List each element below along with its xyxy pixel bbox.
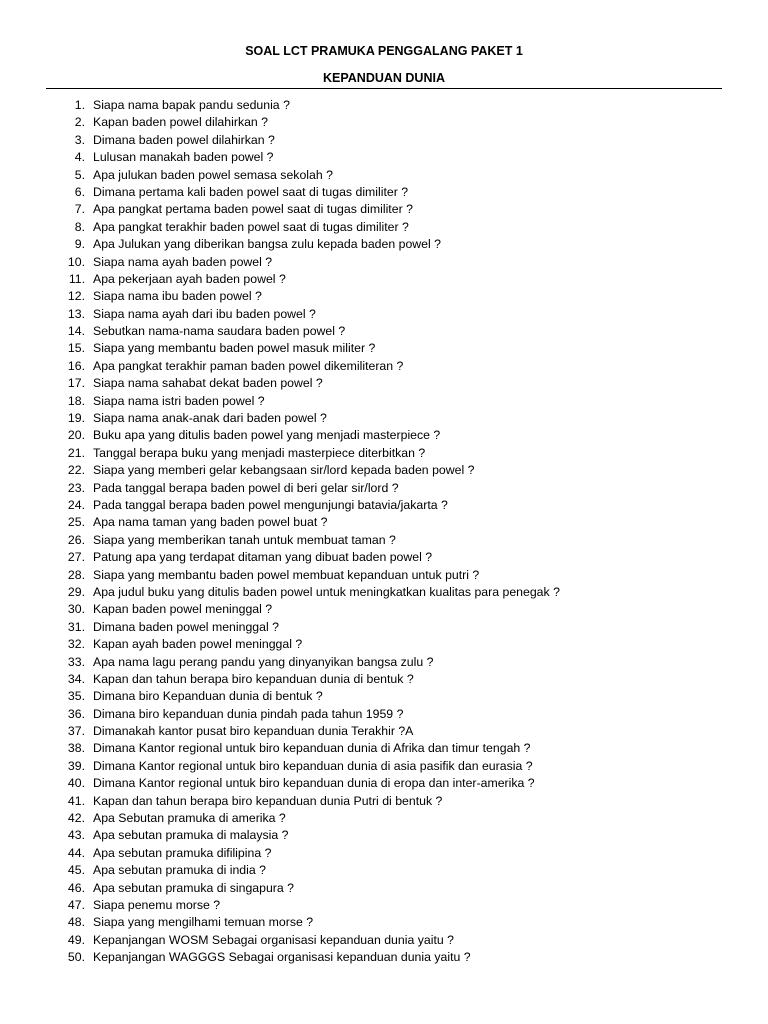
question-text: Apa nama lagu perang pandu yang dinyanyikan bangsa zulu ? (93, 654, 434, 669)
question-text: Apa sebutan pramuka di india ? (93, 863, 266, 878)
question-number: 25. (67, 515, 85, 530)
question-item (0, 532, 768, 549)
question-text: Kapan dan tahun berapa biro kepanduan dunia di bentuk ? (93, 671, 414, 686)
question-number: 23. (67, 480, 85, 495)
question-item (0, 219, 768, 236)
question-number: 33. (67, 654, 85, 669)
question-item (0, 949, 768, 966)
question-text: Dimana biro Kepanduan dunia di bentuk ? (93, 689, 323, 704)
question-item (0, 932, 768, 949)
question-text: Apa sebutan pramuka di malaysia ? (93, 828, 289, 843)
question-number: 50. (67, 950, 85, 965)
question-number: 6. (74, 184, 85, 199)
question-text: Apa pangkat terakhir paman baden powel dikemiliteran ? (93, 358, 404, 373)
question-item (0, 358, 768, 375)
document-subtitle: KEPANDUAN DUNIA (323, 71, 445, 85)
question-text: Apa Julukan yang diberikan bangsa zulu kepada baden powel ? (93, 237, 441, 252)
question-item (0, 862, 768, 879)
question-text: Siapa nama ibu baden powel ? (93, 289, 262, 304)
question-item (0, 236, 768, 253)
question-text: Dimana baden powel meninggal ? (93, 619, 279, 634)
title-divider (46, 88, 722, 89)
question-text: Siapa nama istri baden powel ? (93, 393, 265, 408)
question-text: Apa pangkat pertama baden powel saat di tugas dimiliter ? (93, 202, 413, 217)
question-number: 28. (67, 567, 85, 582)
question-text: Siapa nama bapak pandu sedunia ? (93, 98, 290, 112)
question-text: Kapan baden powel meninggal ? (93, 602, 273, 617)
question-text: Patung apa yang terdapat ditaman yang dibuat baden powel ? (93, 550, 433, 565)
question-item (0, 619, 768, 636)
question-text: Dimana pertama kali baden powel saat di tugas dimiliter ? (93, 184, 409, 199)
question-text: Buku apa yang ditulis baden powel yang menjadi masterpiece ? (93, 428, 441, 443)
question-text: Siapa nama ayah baden powel ? (93, 254, 273, 269)
question-number: 47. (67, 897, 85, 912)
question-text: Siapa yang mengilhami temuan morse ? (93, 915, 314, 930)
question-item (0, 497, 768, 514)
question-item (0, 584, 768, 601)
question-text: Siapa nama sahabat dekat baden powel ? (93, 376, 323, 391)
question-number: 12. (67, 289, 85, 304)
question-number: 43. (67, 828, 85, 843)
question-item (0, 636, 768, 653)
question-item (0, 897, 768, 914)
question-item (0, 427, 768, 444)
question-item (0, 514, 768, 531)
question-number: 3. (74, 132, 85, 147)
question-number: 40. (67, 776, 85, 791)
question-text: Siapa yang membantu baden powel membuat kepanduan untuk putri ? (93, 567, 480, 582)
question-item (0, 793, 768, 810)
question-number: 19. (67, 411, 85, 426)
question-item (0, 723, 768, 740)
question-text: Pada tanggal berapa baden powel mengunjungi batavia/jakarta ? (93, 497, 448, 512)
question-number: 34. (67, 671, 85, 686)
question-number: 7. (74, 202, 85, 217)
question-item (0, 567, 768, 584)
question-item (0, 688, 768, 705)
question-item (0, 462, 768, 479)
question-text: Apa judul buku yang ditulis baden powel untuk meningkatkan kualitas para penegak ? (93, 584, 560, 599)
question-item (0, 184, 768, 201)
question-number: 37. (67, 724, 85, 739)
question-text: Siapa yang memberi gelar kebangsaan sir/lord kepada baden powel ? (93, 463, 475, 478)
question-number: 10. (67, 254, 85, 269)
question-text: Pada tanggal berapa baden powel di beri gelar sir/lord ? (93, 480, 399, 495)
question-number: 20. (67, 428, 85, 443)
question-text: Siapa yang membantu baden powel masuk militer ? (93, 341, 376, 356)
question-item (0, 375, 768, 392)
question-item (0, 340, 768, 357)
question-number: 29. (67, 584, 85, 599)
question-item (0, 758, 768, 775)
question-text: Kapan baden powel dilahirkan ? (93, 115, 269, 130)
question-item (0, 827, 768, 844)
question-item (0, 549, 768, 566)
question-number: 8. (74, 219, 85, 234)
document-title: SOAL LCT PRAMUKA PENGGALANG PAKET 1 (245, 44, 523, 58)
question-item (0, 810, 768, 827)
question-text: Dimana biro kepanduan dunia pindah pada tahun 1959 ? (93, 706, 404, 721)
question-item (0, 97, 768, 114)
question-number: 49. (67, 932, 85, 947)
question-number: 17. (67, 376, 85, 391)
question-text: Apa pangkat terakhir baden powel saat di tugas dimiliter ? (93, 219, 409, 234)
question-item (0, 740, 768, 757)
question-number: 16. (67, 358, 85, 373)
question-text: Dimana Kantor regional untuk biro kepanduan dunia di eropa dan inter-amerika ? (93, 776, 535, 791)
question-text: Dimana Kantor regional untuk biro kepanduan dunia di Afrika dan timur tengah ? (93, 741, 531, 756)
question-text: Apa julukan baden powel semasa sekolah ? (93, 167, 333, 182)
question-text: Lulusan manakah baden powel ? (93, 150, 274, 165)
question-number: 22. (67, 463, 85, 478)
question-text: Kapan dan tahun berapa biro kepanduan dunia Putri di bentuk ? (93, 793, 443, 808)
question-number: 21. (67, 445, 85, 460)
question-text: Dimana baden powel dilahirkan ? (93, 132, 275, 147)
question-number: 42. (67, 811, 85, 826)
question-item (0, 445, 768, 462)
question-item (0, 149, 768, 166)
question-number: 14. (67, 324, 85, 339)
question-text: Apa sebutan pramuka difilipina ? (93, 845, 272, 860)
question-item (0, 393, 768, 410)
question-text: Kepanjangan WOSM Sebagai organisasi kepanduan dunia yaitu ? (93, 932, 454, 947)
question-number: 4. (74, 150, 85, 165)
question-text: Apa Sebutan pramuka di amerika ? (93, 811, 286, 826)
question-item (0, 480, 768, 497)
question-item (0, 775, 768, 792)
question-number: 44. (67, 845, 85, 860)
question-number: 41. (67, 793, 85, 808)
question-item (0, 167, 768, 184)
question-number: 2. (74, 115, 85, 130)
question-text: Apa pekerjaan ayah baden powel ? (93, 271, 286, 286)
question-item (0, 271, 768, 288)
question-text: Dimana Kantor regional untuk biro kepanduan dunia di asia pasifik dan eurasia ? (93, 758, 533, 773)
question-number: 13. (67, 306, 85, 321)
question-number: 45. (67, 863, 85, 878)
question-number: 31. (67, 619, 85, 634)
question-number: 32. (67, 637, 85, 652)
question-number: 27. (67, 550, 85, 565)
question-item (0, 654, 768, 671)
question-item (0, 880, 768, 897)
question-number: 35. (67, 689, 85, 704)
question-number: 38. (67, 741, 85, 756)
question-number: 24. (67, 497, 85, 512)
question-number: 9. (74, 237, 85, 252)
question-text: Siapa penemu morse ? (93, 897, 221, 912)
question-text: Apa nama taman yang baden powel buat ? (93, 515, 328, 530)
question-number: 18. (67, 393, 85, 408)
question-number: 1. (74, 98, 85, 112)
question-number: 30. (67, 602, 85, 617)
question-number: 36. (67, 706, 85, 721)
question-number: 39. (67, 758, 85, 773)
question-text: Kepanjangan WAGGGS Sebagai organisasi kepanduan dunia yaitu ? (93, 950, 471, 965)
question-item (0, 306, 768, 323)
question-text: Siapa yang memberikan tanah untuk membuat taman ? (93, 532, 396, 547)
question-item (0, 410, 768, 427)
question-item (0, 706, 768, 723)
question-item (0, 323, 768, 340)
question-text: Siapa nama ayah dari ibu baden powel ? (93, 306, 316, 321)
question-number: 15. (67, 341, 85, 356)
question-item (0, 845, 768, 862)
question-item (0, 132, 768, 149)
question-text: Siapa nama anak-anak dari baden powel ? (93, 411, 327, 426)
question-item (0, 914, 768, 931)
question-item (0, 201, 768, 218)
question-text: Kapan ayah baden powel meninggal ? (93, 637, 303, 652)
question-list (0, 97, 768, 967)
question-text: Sebutkan nama-nama saudara baden powel ? (93, 324, 346, 339)
question-item (0, 671, 768, 688)
question-text: Apa sebutan pramuka di singapura ? (93, 880, 294, 895)
question-number: 11. (68, 271, 85, 286)
question-number: 5. (74, 167, 85, 182)
question-item (0, 254, 768, 271)
question-item (0, 288, 768, 305)
question-item (0, 114, 768, 131)
question-text: Dimanakah kantor pusat biro kepanduan dunia Terakhir ?A (93, 724, 414, 739)
question-item (0, 601, 768, 618)
question-number: 48. (67, 915, 85, 930)
question-number: 46. (67, 880, 85, 895)
question-number: 26. (67, 532, 85, 547)
question-text: Tanggal berapa buku yang menjadi masterpiece diterbitkan ? (93, 445, 426, 460)
